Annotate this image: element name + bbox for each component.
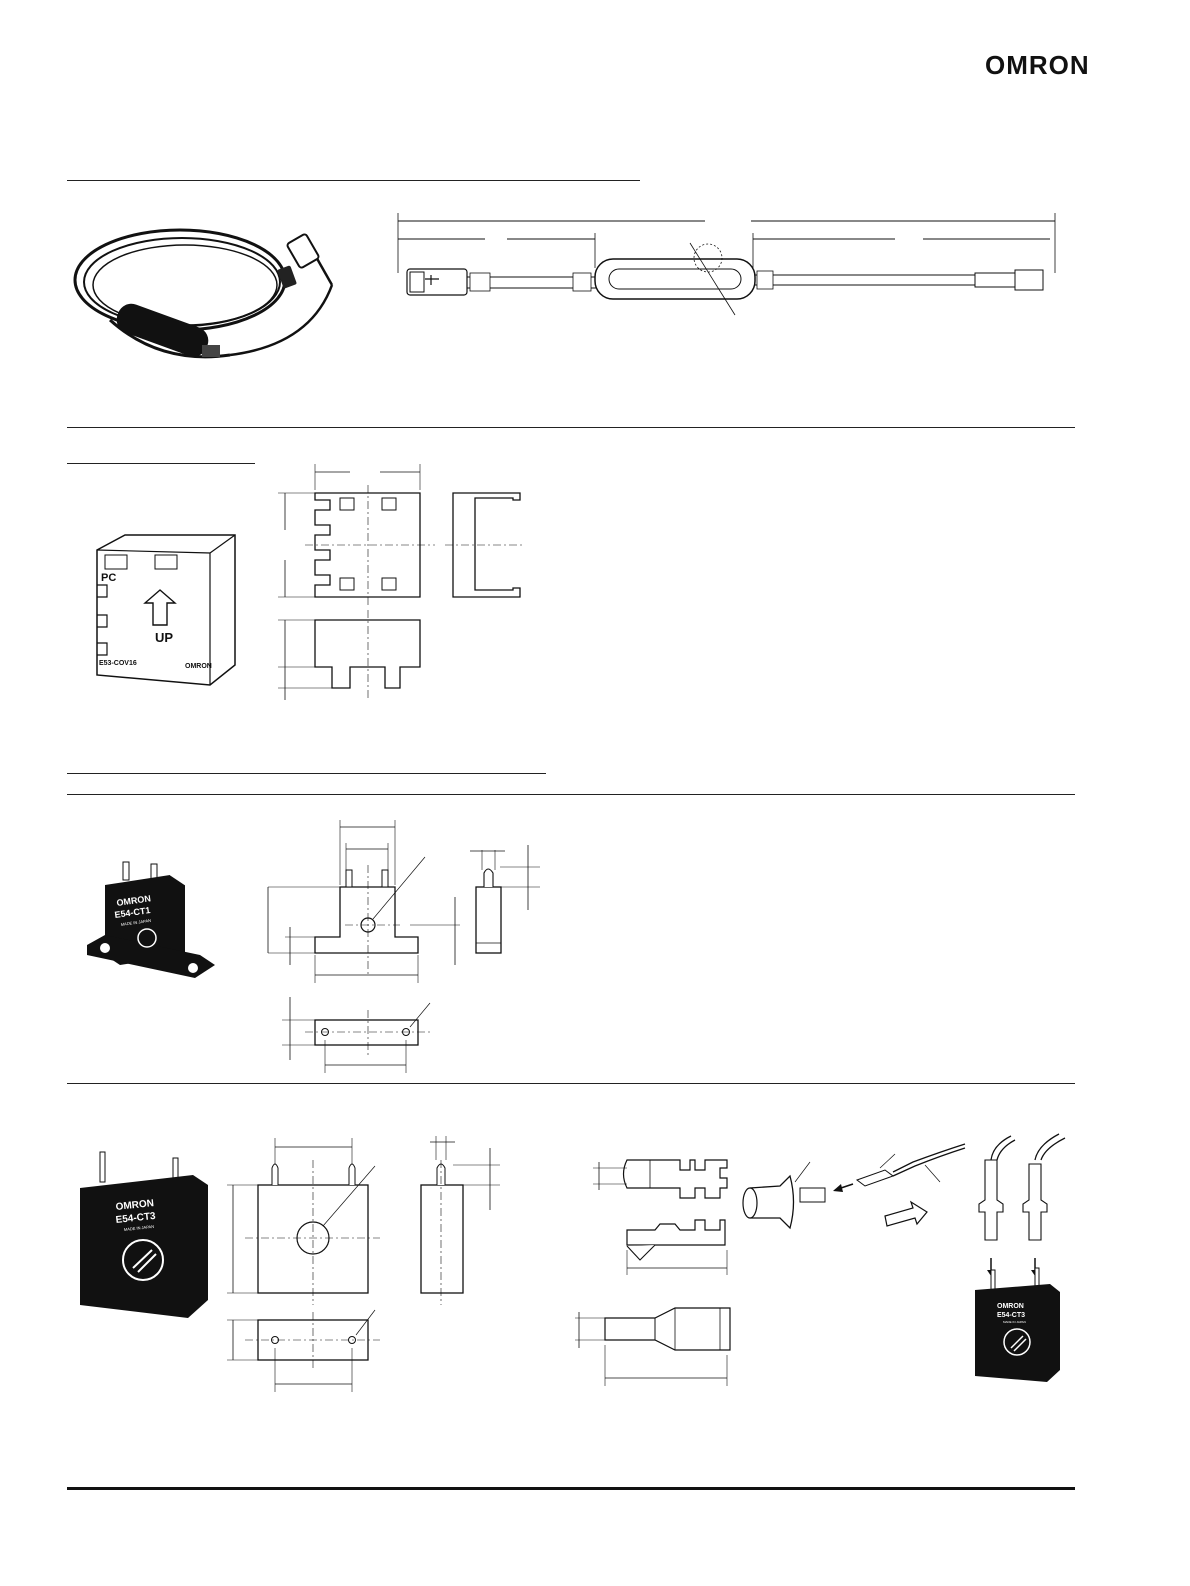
footer-rule [67,1487,1075,1490]
ct3-drawing [225,1130,515,1395]
usb-cable-photo [70,225,350,370]
section-rule-cover-title [67,463,255,464]
cover-model-text: E53-COV16 [99,660,137,667]
cover-up-text: UP [155,630,174,645]
ct1-origin-text: MADE IN JAPAN [120,917,152,927]
terminal-drawings [565,1150,740,1390]
ct3-model-text: E54-CT3 [115,1210,157,1226]
section-rule-ct-title [67,773,546,774]
section-rule-usb-title [67,180,640,181]
ct3-origin-text: MADE IN JAPAN [123,1223,155,1232]
ct3-brand-text: OMRON [115,1198,155,1213]
assembly-illustration [735,1140,1080,1400]
omron-logo: OMRON [985,50,1090,80]
ct1-photo [85,860,220,985]
ct3-photo [78,1150,213,1320]
cover-photo [85,525,245,690]
ct1-brand-text: OMRON [115,893,152,908]
section-rule-usb-end [67,427,1075,428]
ct3-small-brand-text: OMRON [997,1303,1024,1310]
ct1-drawing [260,815,555,1075]
ct1-model-text: E54-CT1 [113,905,151,920]
cover-pc-text: PC [101,572,117,584]
section-rule-ct1 [67,794,1075,795]
usb-cable-drawing [395,213,1060,318]
ct3-small-model-text: E54-CT3 [997,1312,1026,1319]
section-rule-ct3 [67,1083,1075,1084]
cover-brand-text: OMRON [185,663,212,670]
cover-drawing [270,460,530,710]
ct3-small-origin-text: MADE IN JAPAN [1003,1320,1026,1324]
